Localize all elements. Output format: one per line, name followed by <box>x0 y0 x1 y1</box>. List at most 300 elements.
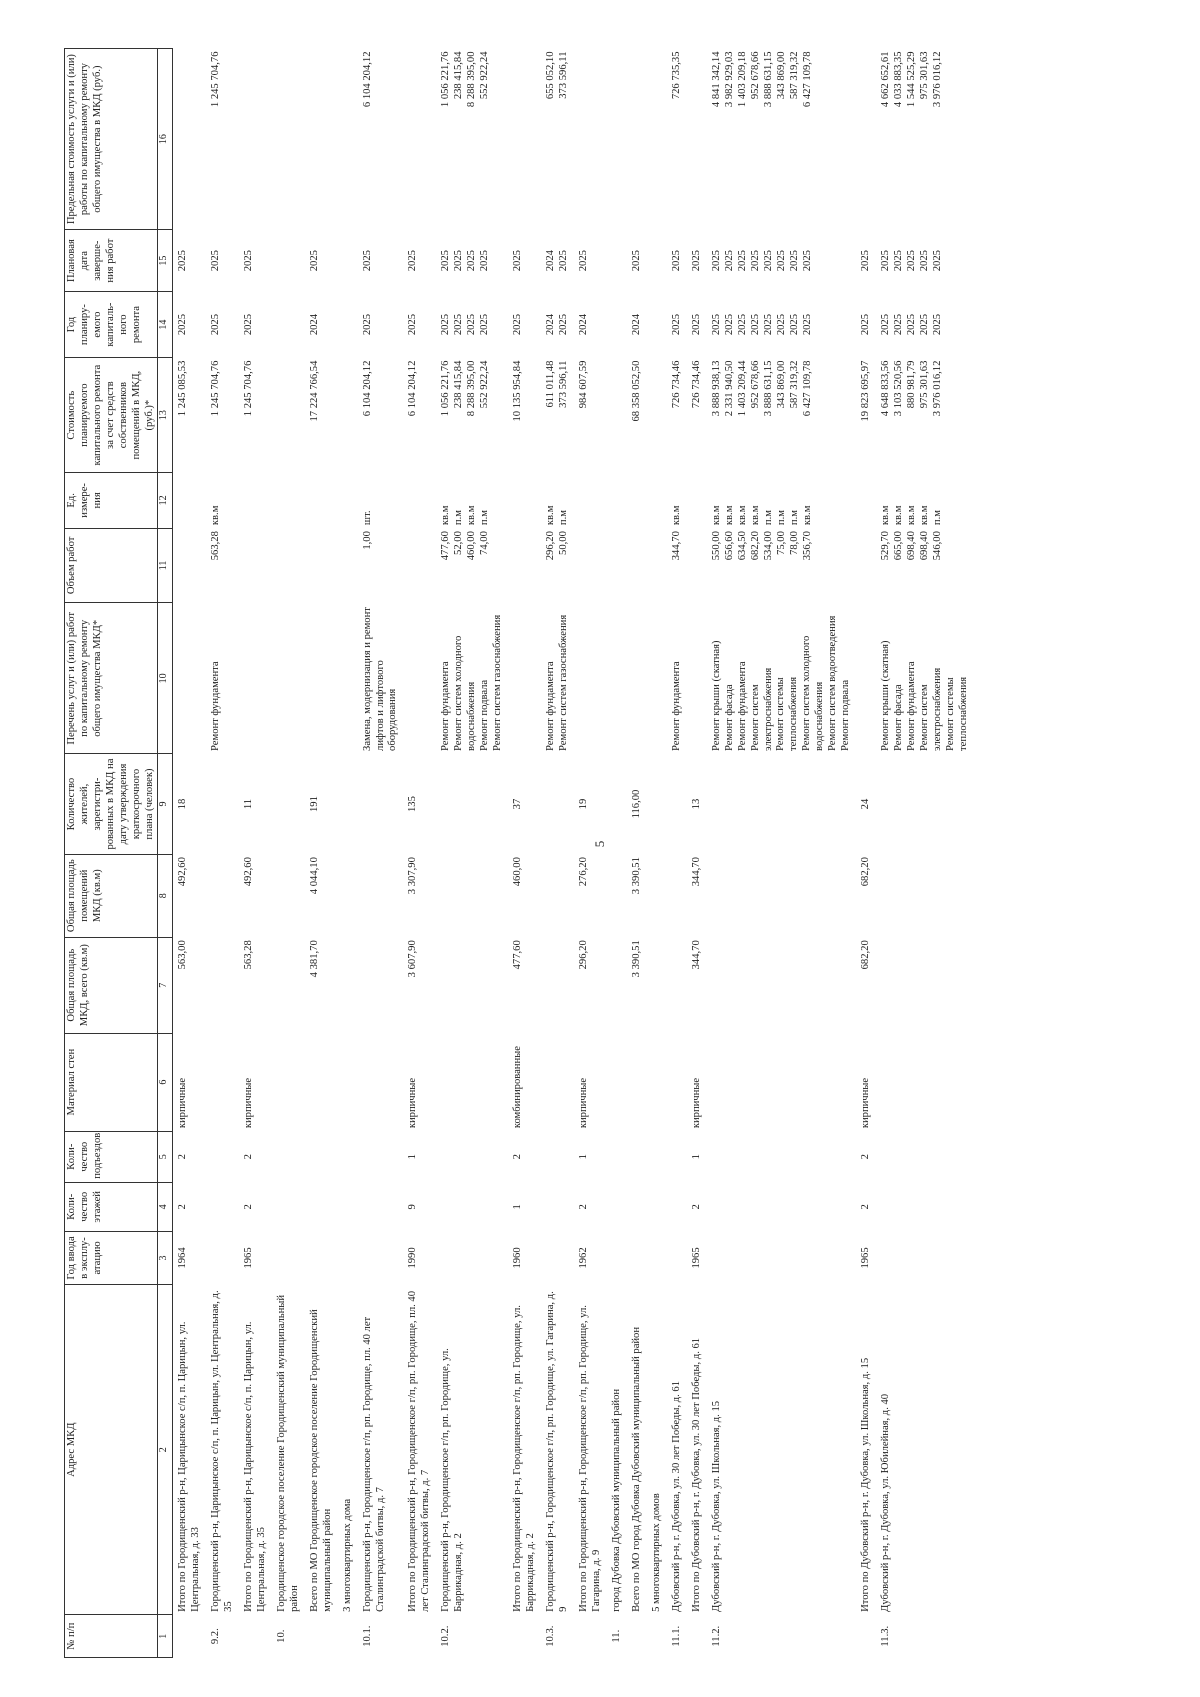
cell-mat <box>305 1033 338 1131</box>
cell-y15 <box>541 230 574 292</box>
cell-line: 1 403 209,18 <box>736 51 748 108</box>
column-header: Адрес МКД <box>65 1285 158 1615</box>
cell-area <box>647 937 667 1033</box>
cell-num <box>239 1615 272 1658</box>
cell-y14 <box>687 292 707 358</box>
cell-cost <box>436 358 508 473</box>
cell-line: 2025 <box>177 250 189 272</box>
cell-line: 2025 <box>906 313 918 336</box>
cell-entr: 1 <box>577 1154 589 1160</box>
cell-line: 1 245 704,76 <box>243 360 255 417</box>
cell-line: 2025 <box>479 313 491 336</box>
cell-line: п.м <box>788 510 800 526</box>
cell-people <box>876 754 974 854</box>
cell-line: 1 544 525,29 <box>906 51 918 108</box>
cell-works <box>627 603 647 754</box>
cell-area <box>206 937 239 1033</box>
cell-y15 <box>647 230 667 292</box>
cell-line: 552 922,24 <box>479 51 491 100</box>
cell-y15 <box>687 230 707 292</box>
cell-year <box>338 1231 358 1284</box>
cell-line: 2025 <box>906 250 918 272</box>
cell-addr: Городищенское городское поселение Городищенский муниципальный район <box>275 1294 300 1612</box>
cell-line: кв.м <box>919 505 931 526</box>
column-header: Коли-чество подъездов <box>65 1131 158 1182</box>
cell-line: 2025 <box>210 250 222 272</box>
cell-unit <box>508 473 541 528</box>
cell-line: 4 662 652,61 <box>880 51 892 108</box>
table-row <box>647 49 667 1658</box>
table-row <box>627 49 647 1658</box>
cell-max <box>627 49 647 230</box>
cell-entr: 2 <box>512 1154 524 1160</box>
cell-people: 13 <box>690 798 702 810</box>
cell-max <box>358 49 404 230</box>
cell-addr: Городищенский р-н, Городищенское г/п, рп. Городище, ул. Гагарина, д. 9 <box>544 1291 569 1612</box>
cell-line: Ремонт системы теплоснабжения <box>775 676 800 751</box>
cell-vol <box>508 528 541 603</box>
cell-y15 <box>707 230 857 292</box>
cell-addr: Городищенский р-н, Городищенское г/п, рп. Городище, пл. 40 лет Сталинградской битвы, д. 7 <box>361 1316 386 1612</box>
column-header: Количество жителей, зарегистри-рованных в МКД на дату утверждения краткосрочного плана (человек) <box>65 754 158 854</box>
column-header: № п/п <box>65 1615 158 1658</box>
cell-y14 <box>574 292 607 358</box>
cell-y15 <box>239 230 272 292</box>
cell-floors <box>627 1182 647 1231</box>
cell-floors <box>541 1182 574 1231</box>
cell-line: 529,70 <box>880 531 892 561</box>
cell-area: 296,20 <box>577 940 589 970</box>
cell-num <box>856 1615 876 1658</box>
cell-line: 4 841 342,14 <box>710 51 722 108</box>
table-row <box>687 49 707 1658</box>
column-header: Объем работ <box>65 528 158 603</box>
cell-vol <box>305 528 338 603</box>
cell-line: Ремонт систем электроснабжения <box>749 667 774 751</box>
cell-floors <box>667 1182 687 1231</box>
cell-line: 2025 <box>466 250 478 272</box>
cell-mat <box>627 1033 647 1131</box>
cell-y14 <box>173 292 206 358</box>
cell-line: кв.м <box>906 505 918 526</box>
cell-cost <box>508 358 541 473</box>
cell-floors: 1 <box>512 1204 524 1210</box>
cell-people <box>358 754 404 854</box>
cell-works <box>687 603 707 754</box>
cell-year <box>876 1231 974 1284</box>
cell-people <box>338 754 358 854</box>
cell-entr: 2 <box>860 1154 872 1160</box>
cell-vol <box>687 528 707 603</box>
cell-vol <box>403 528 436 603</box>
cell-max <box>508 49 541 230</box>
cell-mat: кирпичные <box>577 1077 589 1129</box>
cell-mat: кирпичные <box>690 1077 702 1129</box>
cell-mat: комбинированные <box>512 1046 524 1129</box>
cell-vol <box>647 528 667 603</box>
cell-area <box>707 937 857 1033</box>
cell-y14 <box>627 292 647 358</box>
column-number: 12 <box>158 473 173 528</box>
table-row <box>667 49 687 1658</box>
cell-year: 1965 <box>690 1247 702 1269</box>
cell-people: 37 <box>512 798 524 810</box>
cell-vol <box>856 528 876 603</box>
cell-people <box>206 754 239 854</box>
cell-line: 975 301,63 <box>919 360 931 409</box>
cell-unit <box>574 473 607 528</box>
cell-num: 10.2. <box>440 1625 452 1647</box>
cell-line: 6 427 109,78 <box>801 360 813 417</box>
cell-year <box>627 1231 647 1284</box>
cell-people: 116,00 <box>630 789 642 819</box>
cell-line: 52,00 <box>453 531 465 555</box>
cell-people: 11 <box>243 798 255 810</box>
column-header: Ед. измере-ния <box>65 473 158 528</box>
column-header: Год планиру-емого капиталь-ного ремонта <box>65 292 158 358</box>
cell-line: 2025 <box>243 250 255 272</box>
cell-line: 8 288 395,00 <box>466 360 478 417</box>
cell-line: Ремонт подвала <box>840 679 852 751</box>
cell-addr: город Дубовка Дубовский муниципальный район <box>610 1388 622 1612</box>
column-number-row <box>158 49 173 1658</box>
cell-max <box>173 49 206 230</box>
cell-line: 373 596,11 <box>557 360 569 408</box>
cell-floors <box>876 1182 974 1231</box>
cell-people <box>541 754 574 854</box>
cell-works <box>541 603 574 754</box>
table-row <box>436 49 508 1658</box>
cell-floors: 2 <box>177 1204 189 1210</box>
cell-cost <box>667 358 687 473</box>
cell-y15 <box>206 230 239 292</box>
table-row <box>856 49 876 1658</box>
cell-mat <box>436 1033 508 1131</box>
cell-addr: Городищенский р-н, Царицынское с/п, п. Царицын, ул. Центральная, д. 35 <box>210 1290 235 1612</box>
cell-line: Ремонт систем газоснабжения <box>557 614 569 751</box>
cell-cost <box>239 358 272 473</box>
cell-line: 2025 <box>919 250 931 272</box>
cell-y15 <box>272 230 305 292</box>
table-row <box>607 49 627 1658</box>
cell-unit <box>647 473 667 528</box>
cell-line: Ремонт систем холодного водоснабжения <box>801 635 826 751</box>
cell-line: 460,00 <box>466 531 478 561</box>
cell-line: кв.м <box>736 505 748 526</box>
cell-line: 3 982 929,03 <box>723 51 735 108</box>
column-number: 4 <box>158 1182 173 1231</box>
cell-line: 1 245 085,53 <box>177 360 189 417</box>
cell-line: Ремонт систем электроснабжения <box>919 667 944 751</box>
cell-area2: 460,00 <box>512 857 524 887</box>
cell-entr <box>667 1131 687 1182</box>
cell-line: 2025 <box>361 250 373 272</box>
cell-line: 2025 <box>788 250 800 272</box>
cell-line: 3 888 631,15 <box>762 360 774 417</box>
cell-y15 <box>305 230 338 292</box>
cell-line: 4 033 883,35 <box>893 51 905 108</box>
cell-line: Ремонт фундамента <box>906 661 918 751</box>
cell-line: 373 596,11 <box>557 51 569 99</box>
cell-floors <box>305 1182 338 1231</box>
cell-works <box>707 603 857 754</box>
cell-area2: 682,20 <box>860 857 872 887</box>
table-row <box>206 49 239 1658</box>
cell-floors <box>338 1182 358 1231</box>
cell-max <box>338 49 358 230</box>
cell-line: 1 245 704,76 <box>210 51 222 108</box>
cell-people: 19 <box>577 798 589 810</box>
cell-entr <box>647 1131 667 1182</box>
cell-floors: 2 <box>243 1204 255 1210</box>
cell-line: 2025 <box>723 313 735 336</box>
cell-max <box>305 49 338 230</box>
cell-addr: Дубовский р-н, г. Дубовка, ул. 30 лет Победы, д. 61 <box>670 1380 682 1612</box>
cell-num: 9.2. <box>210 1628 222 1645</box>
cell-line: 2024 <box>544 250 556 272</box>
cell-year <box>436 1231 508 1284</box>
cell-line: 726 735,35 <box>670 51 682 100</box>
cell-line: 2025 <box>407 250 419 272</box>
cell-line: 19 823 695,97 <box>860 360 872 422</box>
cell-addr: Итого по Городищенский р-н, Городищенское г/п, рп. Городище, ул. Баррикадная, д. 2 <box>512 1305 536 1612</box>
cell-y15 <box>338 230 358 292</box>
cell-unit <box>338 473 358 528</box>
cell-line: 2025 <box>710 250 722 272</box>
table-row <box>574 49 607 1658</box>
cell-cost <box>272 358 305 473</box>
cell-cost <box>607 358 627 473</box>
cell-unit <box>436 473 508 528</box>
cell-addr: Итого по Городищенский р-н, Царицынское с/п, п. Царицын, ул. Центральная, д. 33 <box>177 1321 202 1612</box>
cell-line: Ремонт фундамента <box>670 661 682 751</box>
cell-line: 2025 <box>243 313 255 336</box>
cell-unit <box>856 473 876 528</box>
table-body <box>173 49 974 1658</box>
table-row <box>541 49 574 1658</box>
cell-entr <box>305 1131 338 1182</box>
cell-area: 3 390,51 <box>630 940 642 978</box>
cell-line: 344,70 <box>670 531 682 561</box>
table-row <box>876 49 974 1658</box>
cell-floors: 9 <box>407 1204 419 1210</box>
cell-entr <box>272 1131 305 1182</box>
cell-line: 2025 <box>670 250 682 272</box>
cell-line: 10 135 954,84 <box>512 360 524 422</box>
cell-line: 2025 <box>177 313 189 336</box>
cell-unit <box>403 473 436 528</box>
cell-num <box>173 1615 206 1658</box>
cell-line: 2025 <box>466 313 478 336</box>
cell-max <box>607 49 627 230</box>
cell-area <box>272 937 305 1033</box>
cell-line: 50,00 <box>557 531 569 555</box>
cell-area2: 3 390,51 <box>630 857 642 895</box>
cell-line: 75,00 <box>775 531 787 555</box>
cell-line: Ремонт крыши (скатная) <box>710 640 722 751</box>
cell-line: 2025 <box>880 250 892 272</box>
cell-works <box>436 603 508 754</box>
cell-line: 2025 <box>893 250 905 272</box>
cell-floors <box>272 1182 305 1231</box>
cell-line: 2025 <box>440 250 452 272</box>
column-header: Перечень услуг и (или) работ по капитальному ремонту общего имущества МКД* <box>65 603 158 754</box>
cell-entr <box>607 1131 627 1182</box>
cell-entr: 1 <box>690 1154 702 1160</box>
cell-line: п.м <box>453 510 465 526</box>
cell-y14 <box>206 292 239 358</box>
cell-line: 68 358 052,50 <box>630 360 642 422</box>
cell-line: 2025 <box>880 313 892 336</box>
cell-area2: 344,70 <box>690 857 702 887</box>
cell-line: Ремонт фасада <box>893 684 905 751</box>
cell-y14 <box>856 292 876 358</box>
cell-mat <box>647 1033 667 1131</box>
cell-area2 <box>876 854 974 937</box>
cell-line: п.м <box>762 510 774 526</box>
cell-line: 17 224 766,54 <box>308 360 320 422</box>
cell-num <box>338 1615 358 1658</box>
table-row <box>403 49 436 1658</box>
cell-line: 726 734,46 <box>690 360 702 409</box>
cell-year <box>272 1231 305 1284</box>
cell-line: кв.м <box>710 505 722 526</box>
cell-addr: Городищенский р-н, Городищенское г/п, рп. Городище, ул. Баррикадная, д. 2 <box>440 1348 465 1612</box>
cell-max <box>574 49 607 230</box>
cell-mat: кирпичные <box>860 1077 872 1129</box>
cell-line: 587 319,32 <box>788 360 800 409</box>
cell-line: 2025 <box>512 313 524 336</box>
cell-line: 2025 <box>630 250 642 272</box>
cell-y15 <box>173 230 206 292</box>
column-header: Предельная стоимость услуги и (или) работы по капитальному ремонту общего имущества в МКД (руб.) <box>65 49 158 230</box>
table-row <box>173 49 206 1658</box>
cell-line: 552 922,24 <box>479 360 491 409</box>
cell-line: 6 104 204,12 <box>361 51 373 108</box>
cell-num <box>574 1615 607 1658</box>
cell-addr: Итого по Городищенский р-н, Городищенское г/п, рп. Городище, пл. 40 лет Сталинградской битвы, д. 7 <box>407 1291 432 1612</box>
cell-line: п.м <box>932 510 944 526</box>
cell-line: 534,00 <box>762 531 774 561</box>
table-row <box>508 49 541 1658</box>
cell-line: Ремонт системы теплоснабжения <box>944 676 969 751</box>
cell-entr: 2 <box>177 1154 189 1160</box>
column-number: 10 <box>158 603 173 754</box>
cell-line: 2024 <box>308 313 320 336</box>
cell-addr: 5 многоквартирных домов <box>650 1493 662 1612</box>
column-header: Плановая дата заверше-ния работ <box>65 230 158 292</box>
cell-line: 343 869,00 <box>775 51 787 100</box>
cell-max <box>647 49 667 230</box>
cell-line: кв.м <box>210 505 222 526</box>
cell-vol <box>436 528 508 603</box>
cell-y14 <box>272 292 305 358</box>
table-row <box>358 49 404 1658</box>
cell-y15 <box>607 230 627 292</box>
cell-y14 <box>707 292 857 358</box>
cell-people <box>436 754 508 854</box>
cell-entr <box>436 1131 508 1182</box>
cell-line: Ремонт подвала <box>479 679 491 751</box>
cell-works <box>607 603 627 754</box>
cell-floors: 2 <box>690 1204 702 1210</box>
cell-cost <box>173 358 206 473</box>
cell-mat: кирпичные <box>243 1077 255 1129</box>
cell-max <box>876 49 974 230</box>
column-header: Общая площадь помещений МКД (кв.м) <box>65 854 158 937</box>
cell-line: 2025 <box>479 250 491 272</box>
cell-unit <box>687 473 707 528</box>
cell-y15 <box>403 230 436 292</box>
cell-people <box>272 754 305 854</box>
cell-year <box>206 1231 239 1284</box>
cell-mat <box>358 1033 404 1131</box>
cell-area: 563,28 <box>243 940 255 970</box>
cell-entr <box>541 1131 574 1182</box>
cell-line: 984 607,59 <box>577 360 589 409</box>
cell-addr: Всего по МО Городищенское городское поселение Городищенский муниципальный район <box>308 1309 333 1612</box>
cell-cost <box>358 358 404 473</box>
cell-line: 2025 <box>577 250 589 272</box>
cell-entr <box>627 1131 647 1182</box>
cell-area2 <box>707 854 857 937</box>
cell-area2 <box>358 854 404 937</box>
cell-num <box>627 1615 647 1658</box>
cell-mat <box>272 1033 305 1131</box>
cell-unit <box>272 473 305 528</box>
cell-works <box>667 603 687 754</box>
cell-works <box>173 603 206 754</box>
cell-works <box>358 603 404 754</box>
cell-line: кв.м <box>801 505 813 526</box>
cell-line: 74,00 <box>479 531 491 555</box>
cell-works <box>239 603 272 754</box>
cell-y14 <box>338 292 358 358</box>
cell-num: 10. <box>275 1629 287 1643</box>
cell-line: 238 415,84 <box>453 360 465 409</box>
cell-y15 <box>876 230 974 292</box>
cell-y15 <box>627 230 647 292</box>
cell-area2 <box>667 854 687 937</box>
cell-year <box>647 1231 667 1284</box>
cell-line: 3 888 938,13 <box>710 360 722 417</box>
cell-cost <box>876 358 974 473</box>
cell-mat <box>667 1033 687 1131</box>
cell-max <box>687 49 707 230</box>
cell-line: п.м <box>557 510 569 526</box>
cell-y14 <box>647 292 667 358</box>
cell-line: 952 678,66 <box>749 360 761 409</box>
cell-area2: 4 044,10 <box>308 857 320 895</box>
cell-line: 2025 <box>407 313 419 336</box>
cell-line: кв.м <box>440 505 452 526</box>
cell-line: кв.м <box>466 505 478 526</box>
column-number: 5 <box>158 1131 173 1182</box>
cell-mat: кирпичные <box>177 1077 189 1129</box>
cell-line: 2025 <box>801 250 813 272</box>
cell-floors: 2 <box>577 1204 589 1210</box>
cell-year: 1965 <box>243 1247 255 1269</box>
cell-addr: 3 многоквартирных дома <box>341 1498 353 1612</box>
cell-line: 3 976 016,12 <box>932 360 944 417</box>
cell-y14 <box>358 292 404 358</box>
cell-max <box>239 49 272 230</box>
cell-line: 3 976 016,12 <box>932 51 944 108</box>
cell-line: п.м <box>479 510 491 526</box>
cell-num <box>403 1615 436 1658</box>
cell-people <box>667 754 687 854</box>
column-number: 13 <box>158 358 173 473</box>
